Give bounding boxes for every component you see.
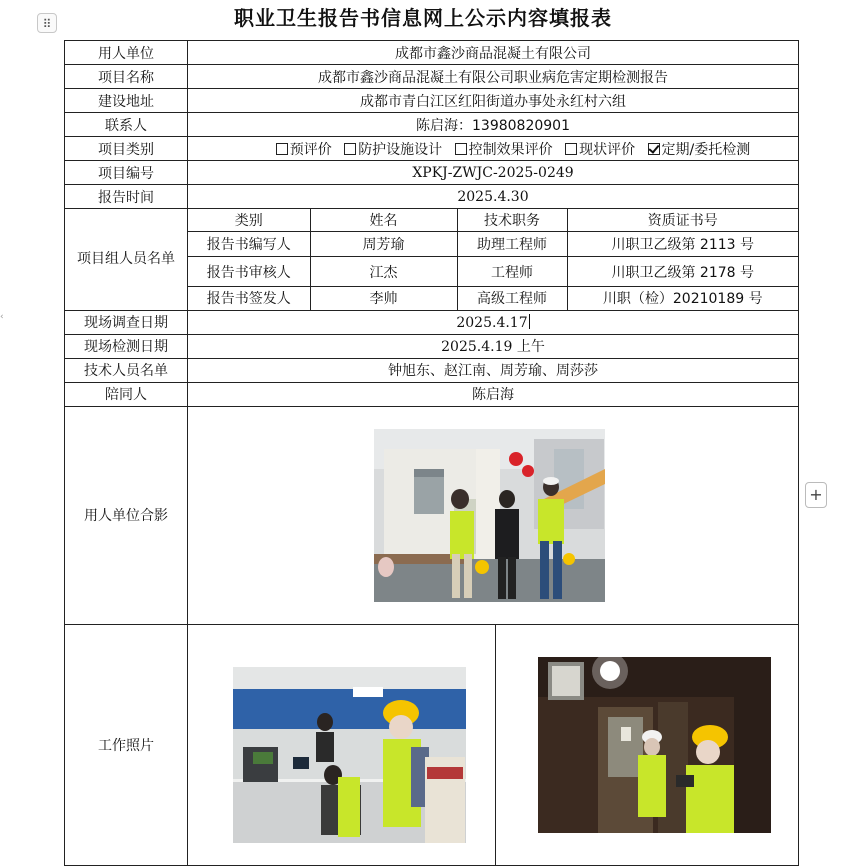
label-group-photo: 用人单位合影 [65,406,188,624]
project-type-options [188,137,799,161]
team-header-name: 姓名 [310,209,457,232]
option-periodic-testing[interactable] [648,139,751,159]
team-cell-name[interactable]: 李帅 [310,287,457,310]
label-report-date: 报告时间 [65,185,188,209]
value-escort[interactable]: 陈启海 [188,382,799,406]
row-test-date [65,334,799,358]
team-cell-title[interactable]: 助理工程师 [457,232,567,257]
team-cell-category[interactable]: 报告书审核人 [188,257,310,287]
label-test-date: 现场检测日期 [65,334,188,358]
team-cell-title[interactable]: 工程师 [457,257,567,287]
team-row [188,287,798,310]
group-photo-cell [188,406,799,624]
add-row-button[interactable]: + [805,482,827,508]
team-cell-cert[interactable]: 川职（检）20210189 号 [567,287,798,310]
row-project-type [65,137,799,161]
option-label: 定期/委托检测 [661,141,751,158]
team-cell-category[interactable]: 报告书编写人 [188,232,310,257]
team-header-title: 技术职务 [457,209,567,232]
team-cell-cert[interactable]: 川职卫乙级第 2178 号 [567,257,798,287]
checkbox-icon[interactable] [344,143,356,155]
row-technicians [65,358,799,382]
label-project-no: 项目编号 [65,161,188,185]
option-label: 防护设施设计 [358,141,443,158]
value-survey-date[interactable]: 2025.4.17 [188,310,799,334]
team-cell-title[interactable]: 高级工程师 [457,287,567,310]
row-report-date [65,185,799,209]
row-project-name [65,65,799,89]
row-group-photo [65,406,799,624]
label-project-name: 项目名称 [65,65,188,89]
team-cell-name[interactable]: 江杰 [310,257,457,287]
checkbox-checked-icon[interactable] [648,143,660,155]
team-row [188,232,798,257]
drag-handle-icon[interactable]: ⠿ [37,13,57,33]
team-table [188,209,798,310]
checkbox-icon[interactable] [455,143,467,155]
value-contact[interactable]: 陈启海：13980820901 [188,113,799,137]
option-label: 现状评价 [579,141,636,158]
label-survey-date: 现场调查日期 [65,310,188,334]
row-survey-date [65,310,799,334]
work-photo-lab-image[interactable] [233,667,466,843]
label-contact: 联系人 [65,113,188,137]
row-contact [65,113,799,137]
checkbox-icon[interactable] [565,143,577,155]
page-title: 职业卫生报告书信息网上公示内容填报表 [234,6,612,30]
option-control-effect[interactable] [455,139,553,159]
value-project-name[interactable]: 成都市鑫沙商品混凝土有限公司职业病危害定期检测报告 [188,65,799,89]
team-header-row [188,209,798,232]
work-photo-site-image[interactable] [538,657,771,833]
team-cell-category[interactable]: 报告书签发人 [188,287,310,310]
label-technicians: 技术人员名单 [65,358,188,382]
value-test-date[interactable]: 2025.4.19 上午 [188,334,799,358]
value-employer[interactable]: 成都市鑫沙商品混凝土有限公司 [188,41,799,65]
checkbox-icon[interactable] [276,143,288,155]
team-cell-name[interactable]: 周芳瑜 [310,232,457,257]
option-protection-design[interactable] [344,139,442,159]
row-escort [65,382,799,406]
disclosure-form [64,40,799,866]
label-project-type: 项目类别 [65,137,188,161]
scroll-marker-icon: ‹ [0,312,4,322]
work-photos-divider [495,625,496,865]
option-label: 控制效果评价 [468,141,553,158]
label-team: 项目组人员名单 [65,209,188,311]
team-cell-cert[interactable]: 川职卫乙级第 2113 号 [567,232,798,257]
team-table-cell [188,209,799,311]
row-team [65,209,799,311]
option-label: 预评价 [289,141,332,158]
team-row [188,257,798,287]
row-work-photos [65,624,799,865]
option-status-evaluation[interactable] [565,139,635,159]
team-header-cert: 资质证书号 [567,209,798,232]
row-project-no [65,161,799,185]
work-photos-cell [188,624,799,865]
row-address [65,89,799,113]
value-technicians[interactable]: 钟旭东、赵江南、周芳瑜、周莎莎 [188,358,799,382]
label-work-photos: 工作照片 [65,624,188,865]
group-photo-image[interactable] [374,429,605,602]
value-address[interactable]: 成都市青白江区红阳街道办事处永红村六组 [188,89,799,113]
row-employer [65,41,799,65]
label-employer: 用人单位 [65,41,188,65]
text-cursor-icon [529,314,530,329]
value-report-date[interactable]: 2025.4.30 [188,185,799,209]
value-project-no[interactable]: XPKJ-ZWJC-2025-0249 [188,161,799,185]
option-pre-evaluation[interactable] [276,139,332,159]
label-address: 建设地址 [65,89,188,113]
team-header-category: 类别 [188,209,310,232]
label-escort: 陪同人 [65,382,188,406]
